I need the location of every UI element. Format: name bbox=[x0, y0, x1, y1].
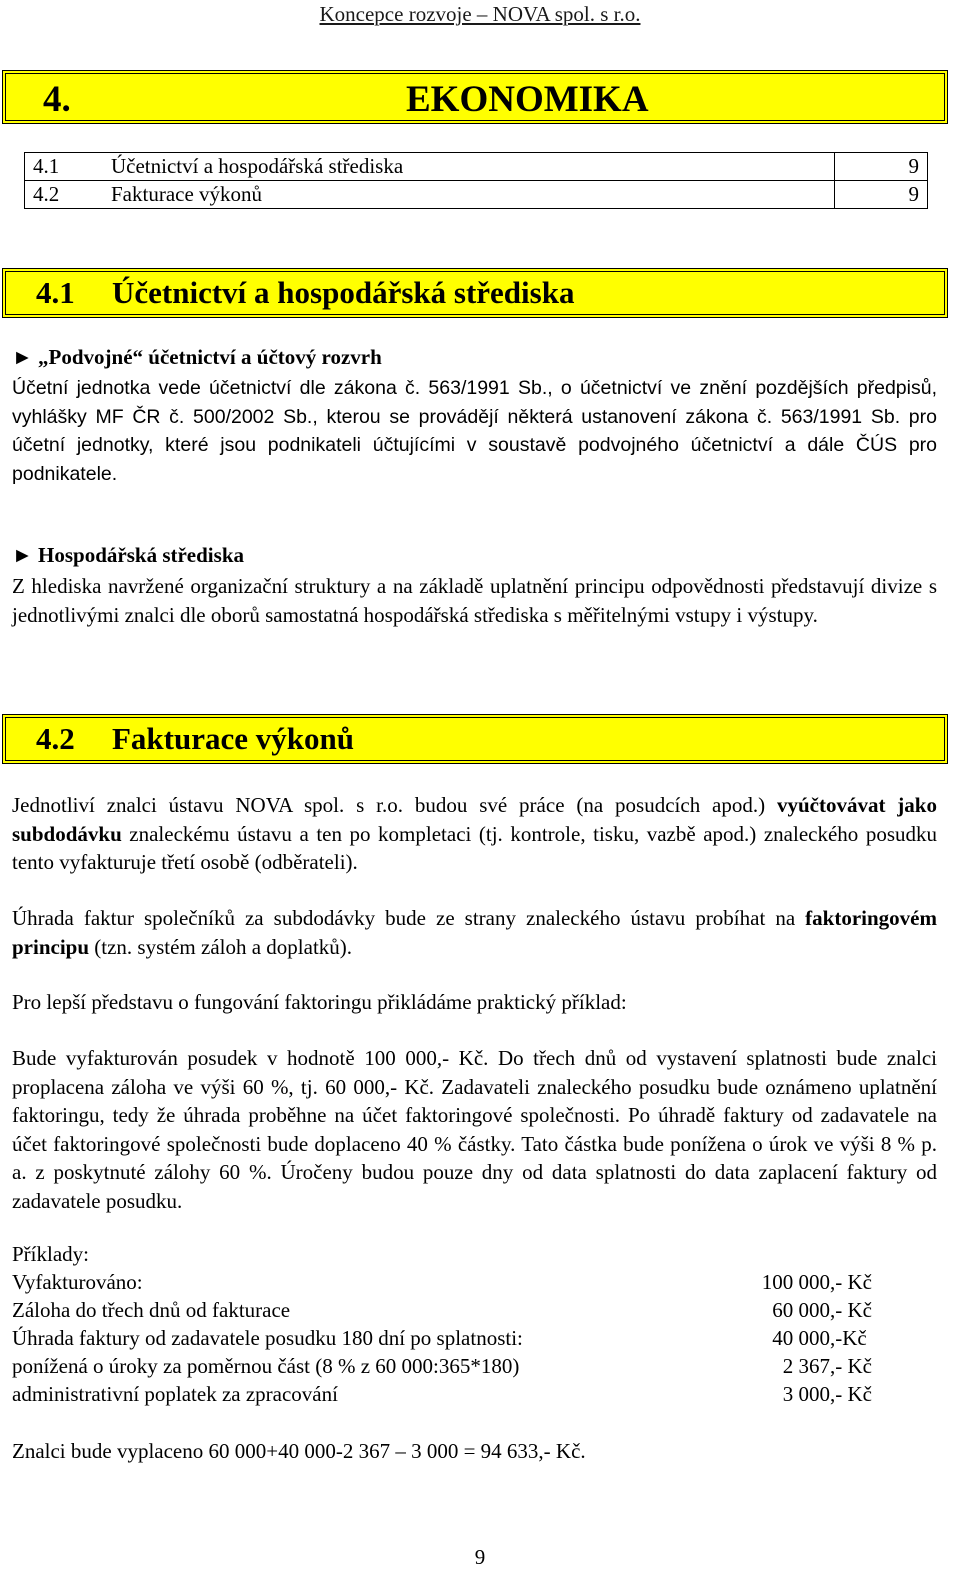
paragraph-example-description: Bude vyfakturován posudek v hodnotě 100 000,- Kč. Do třech dnů od vystavení splatnosti bude znalci proplacena záloha ve výši 60 %, tj. 60 000,- Kč. Zadavateli znaleckého posudku bude oznámeno uplatnění faktoringu, tedy že úhrada proběhne na účet faktoringové společnosti. Po úhradě faktury od zadavatele na účet faktoringové společnosti bude doplaceno 40 % částky. Tato částka bude ponížena o úrok ve výši 8 % p. a. z poskytnuté zálohy 60 %. Úročeny budou pouze dny od data splatnosti do data zaplacení faktury od zadavatele posudku. bbox=[12, 1046, 937, 1213]
example-label: ponížená o úroky za poměrnou část (8 % z 60 000:365*180) bbox=[12, 1354, 520, 1378]
example-row bbox=[12, 1326, 872, 1354]
example-label: Úhrada faktury od zadavatele posudku 180 dní po splatnosti: bbox=[12, 1326, 523, 1350]
toc-title: Účetnictví a hospodářská střediska bbox=[101, 153, 835, 181]
table-of-contents bbox=[24, 152, 928, 209]
section-title: Účetnictví a hospodářská střediska bbox=[112, 275, 575, 310]
example-row bbox=[12, 1270, 872, 1298]
example-row bbox=[12, 1354, 872, 1382]
paragraph-cost-centers: Z hlediska navržené organizační struktury a na základě uplatnění principu odpovědnosti představují divize s jednotlivými znalci dle oborů samostatná hospodářská střediska s měřitelnými vstupy i výstupy. bbox=[12, 574, 937, 627]
toc-row[interactable] bbox=[25, 181, 928, 209]
section-heading-4-1 bbox=[2, 268, 948, 318]
toc-title: Fakturace výkonů bbox=[101, 181, 835, 209]
text-span: znaleckému ústavu a ten po kompletaci (tj. kontrole, tisku, vazbě apod.) znaleckého posudku tento vyfakturuje třetí osobě (odběrateli). bbox=[12, 821, 937, 874]
chapter-heading bbox=[2, 70, 948, 124]
section-title: Fakturace výkonů bbox=[112, 721, 354, 756]
example-row bbox=[12, 1382, 872, 1410]
chapter-number: 4. bbox=[43, 79, 71, 120]
page-header: Koncepce rozvoje – NOVA spol. s r.o. bbox=[319, 2, 641, 26]
section-number: 4.1 bbox=[36, 275, 75, 310]
example-value: 2 367,- Kč bbox=[782, 1354, 872, 1378]
paragraph-intro-example: Pro lepší představu o fungování faktoringu přikládáme praktický příklad: bbox=[12, 990, 627, 1014]
example-value: 3 000,- Kč bbox=[782, 1382, 872, 1406]
toc-number: 4.1 bbox=[25, 153, 102, 181]
paragraph-subcontract bbox=[12, 791, 937, 877]
text-span: Úhrada faktur společníků za subdodávky bude ze strany znaleckého ústavu probíhat na bbox=[12, 906, 806, 930]
text-span: Jednotliví znalci ústavu NOVA spol. s r.o. budou své práce (na posudcích apod.) bbox=[12, 793, 777, 817]
example-value: 40 000,-Kč bbox=[772, 1326, 872, 1350]
result-line: Znalci bude vyplaceno 60 000+40 000-2 367 – 3 000 = 94 633,- Kč. bbox=[12, 1439, 586, 1463]
bold-span: vyúčtovávat jako subdodávku bbox=[12, 793, 937, 846]
toc-row[interactable] bbox=[25, 153, 928, 181]
section-number: 4.2 bbox=[36, 721, 75, 756]
paragraph-factoring bbox=[12, 904, 937, 961]
example-row bbox=[12, 1298, 872, 1326]
paragraph-accounting: Účetní jednotka vede účetnictví dle zákona č. 563/1991 Sb., o účetnictví ve znění pozdějších předpisů, vyhlášky MF ČR č. 500/2002 Sb., kterou se provádějí některá ustanovení zákona č. 563/1991 Sb. pro účetní jednotky, které jsou podnikateli účtujícími v soustavě podvojného účetnictví a dále ČÚS pro podnikatele. bbox=[12, 377, 937, 485]
toc-page: 9 bbox=[835, 181, 928, 209]
example-value: 100 000,- Kč bbox=[761, 1270, 872, 1294]
example-label: Záloha do třech dnů od fakturace bbox=[12, 1298, 291, 1322]
subheading-double-entry: ► „Podvojné“ účetnictví a účtový rozvrh bbox=[12, 345, 382, 369]
toc-number: 4.2 bbox=[25, 181, 102, 209]
toc-page: 9 bbox=[835, 153, 928, 181]
bold-span: faktoringovém principu bbox=[12, 906, 937, 959]
examples-heading: Příklady: bbox=[12, 1242, 89, 1266]
example-value: 60 000,- Kč bbox=[772, 1298, 872, 1322]
text-span: (tzn. systém záloh a doplatků). bbox=[89, 934, 353, 959]
section-heading-4-2 bbox=[2, 714, 948, 764]
subheading-cost-centers: ► Hospodářská střediska bbox=[12, 543, 244, 567]
chapter-title: EKONOMIKA bbox=[406, 79, 649, 120]
example-label: administrativní poplatek za zpracování bbox=[12, 1382, 338, 1406]
example-label: Vyfakturováno: bbox=[12, 1270, 143, 1294]
page-number: 9 bbox=[474, 1545, 486, 1569]
